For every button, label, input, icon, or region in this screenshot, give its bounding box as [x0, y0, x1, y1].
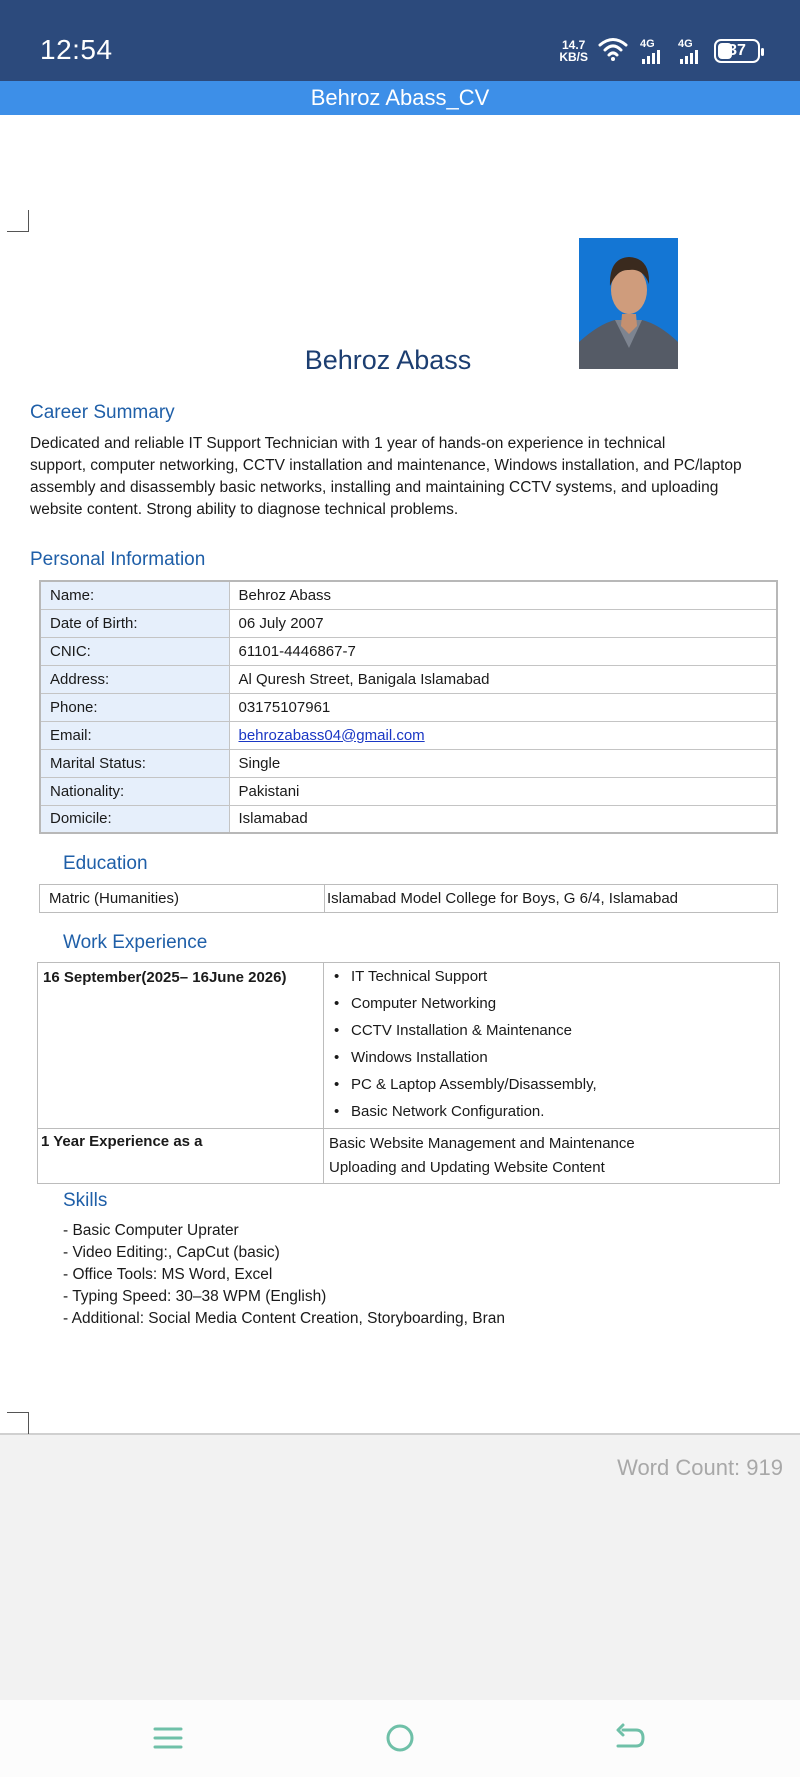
network-speed-unit: KB/S [559, 50, 588, 64]
table-row [40, 805, 777, 833]
table-row [40, 721, 777, 749]
email-field-cell [229, 721, 777, 749]
list-item: • Computer Networking [334, 993, 779, 1020]
field-label: Address: [40, 665, 229, 693]
field-value: Islamabad [229, 805, 777, 833]
duties-list [324, 963, 779, 1128]
field-label: Domicile: [40, 805, 229, 833]
field-label: Nationality: [40, 777, 229, 805]
field-value: 03175107961 [229, 693, 777, 721]
degree-cell: Matric (Humanities) [40, 885, 325, 913]
table-row [38, 963, 780, 1129]
network-speed [559, 39, 588, 63]
signal-icon [676, 38, 704, 64]
work-experience-table [37, 962, 780, 1184]
status-icons [559, 36, 760, 66]
summary-line: website content. Strong ability to diagnose technical problems. [30, 501, 459, 518]
table-row [40, 777, 777, 805]
battery-level: 37 [728, 42, 746, 59]
field-label: Email: [40, 721, 229, 749]
document-title-bar[interactable]: Behroz Abass_CV [0, 81, 800, 115]
list-item: - Basic Computer Uprater [63, 1222, 239, 1239]
role-line: Uploading and Updating Website Content [329, 1159, 605, 1176]
career-summary-heading: Career Summary [30, 402, 175, 423]
field-value: 61101-4446867-7 [229, 637, 777, 665]
list-item: • IT Technical Support [334, 966, 779, 993]
back-icon[interactable] [612, 1720, 648, 1756]
battery-icon [714, 39, 760, 63]
document-page[interactable] [0, 115, 800, 1435]
field-label: Phone: [40, 693, 229, 721]
table-row [40, 749, 777, 777]
skills-heading: Skills [63, 1190, 108, 1211]
field-value: Al Quresh Street, Banigala Islamabad [229, 665, 777, 693]
field-value: Single [229, 749, 777, 777]
summary-line: Dedicated and reliable IT Support Technician with 1 year of hands-on experience in technical [30, 435, 666, 452]
personal-info-heading: Personal Information [30, 549, 206, 570]
work-experience-heading: Work Experience [63, 932, 208, 953]
table-row [40, 665, 777, 693]
field-label: CNIC: [40, 637, 229, 665]
field-value: Pakistani [229, 777, 777, 805]
menu-icon[interactable] [150, 1720, 186, 1756]
field-label: Name: [40, 581, 229, 609]
email-link[interactable]: behrozabass04@gmail.com [238, 726, 425, 744]
table-row [40, 609, 777, 637]
status-time: 12:54 [40, 34, 113, 65]
table-row [40, 885, 778, 913]
page-corner-marker [7, 210, 29, 232]
word-count: Word Count: 919 [617, 1455, 783, 1480]
work-role-label-cell: 1 Year Experience as a [38, 1129, 324, 1184]
signal-label: 4G [678, 38, 693, 50]
page-corner-marker [7, 1412, 29, 1434]
signal-icon [638, 38, 666, 64]
list-item: - Video Editing:, CapCut (basic) [63, 1244, 280, 1261]
career-summary-text [30, 433, 760, 521]
education-heading: Education [63, 853, 148, 874]
list-item: • Basic Network Configuration. [334, 1101, 779, 1128]
navigation-bar [0, 1700, 800, 1777]
work-period-cell: 16 September(2025– 16June 2026) [38, 963, 324, 1129]
table-row [40, 693, 777, 721]
skills-list [63, 1220, 505, 1330]
field-label: Date of Birth: [40, 609, 229, 637]
personal-info-table [39, 580, 778, 834]
list-item: - Office Tools: MS Word, Excel [63, 1266, 273, 1283]
field-value: 06 July 2007 [229, 609, 777, 637]
home-icon[interactable] [382, 1720, 418, 1756]
list-item: - Additional: Social Media Content Creation, Storyboarding, Bran [63, 1310, 505, 1327]
work-duties-cell [324, 963, 780, 1129]
field-value: Behroz Abass [229, 581, 777, 609]
list-item: • PC & Laptop Assembly/Disassembly, [334, 1074, 779, 1101]
wifi-icon [598, 37, 628, 66]
summary-line: assembly and disassembly basic networks, installing and maintaining CCTV systems, and uploading [30, 479, 719, 496]
institution-cell: Islamabad Model College for Boys, G 6/4, Islamabad [325, 885, 778, 913]
table-row [40, 581, 777, 609]
network-speed-value: 14.7 [561, 38, 586, 52]
signal-label: 4G [640, 38, 655, 50]
work-role-cell [324, 1129, 780, 1184]
status-bar [0, 0, 800, 81]
table-row [40, 637, 777, 665]
summary-line: support, computer networking, CCTV installation and maintenance, Windows installation, and PC/laptop [30, 457, 742, 474]
list-item: - Typing Speed: 30–38 WPM (English) [63, 1288, 327, 1305]
table-row [38, 1129, 780, 1184]
role-line: Basic Website Management and Maintenance [329, 1135, 635, 1152]
list-item: • Windows Installation [334, 1047, 779, 1074]
education-table [39, 884, 778, 913]
list-item: • CCTV Installation & Maintenance [334, 1020, 779, 1047]
candidate-name: Behroz Abass [304, 345, 472, 375]
field-label: Marital Status: [40, 749, 229, 777]
